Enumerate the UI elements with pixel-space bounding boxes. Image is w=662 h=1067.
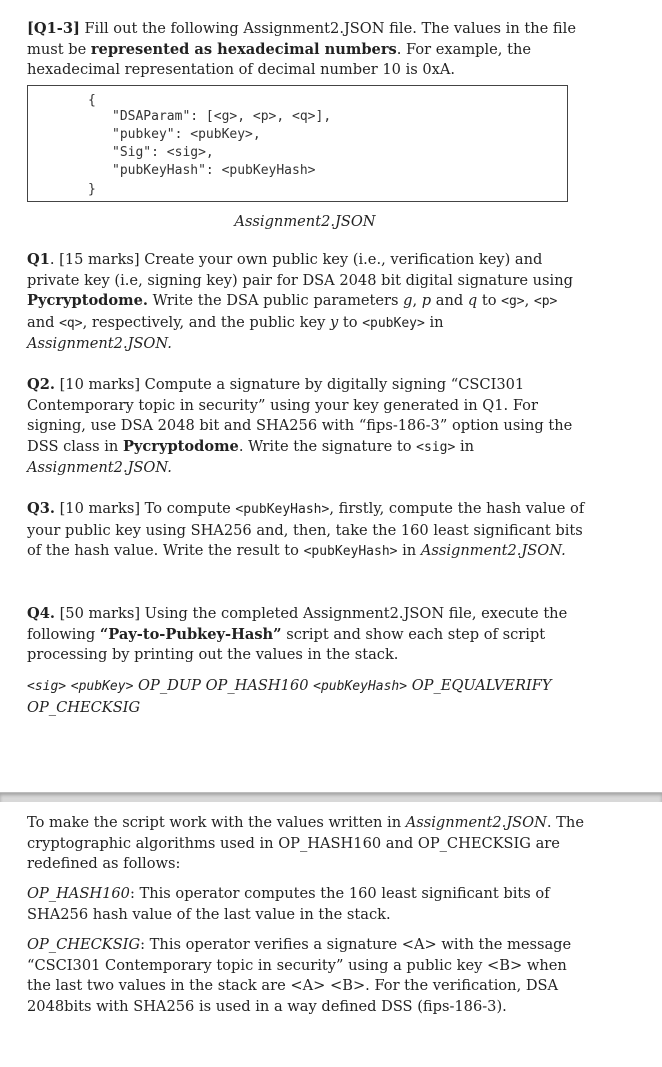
json-template-box [27, 85, 568, 202]
p2pkh-script: <sig> <pubKey> OP_DUP OP_HASH160 <pubKeyHash> OP_EQUALVERIFY OP_CHECKSIG [27, 677, 552, 716]
op-checksig-definition: OP_CHECKSIG: This operator verifies a signature <A> with the message “CSCI301 Contemporary topic in security” using a public key <B> when the last two values in the stack are <A> <B>. For the verification, DSA 2048bits with SHA256 is used in a way defined DSS (fips-186-3). [27, 936, 572, 1015]
json-line-pubkeyhash: "pubKeyHash": <pubKeyHash> [112, 163, 316, 178]
json-lines [112, 108, 331, 180]
json-caption: Assignment2.JSON [234, 213, 376, 230]
json-line-sig: "Sig": <sig>, [112, 145, 214, 160]
q1-3-paragraph: [Q1-3] Fill out the following Assignment2.JSON file. The values in the file must be represented as hexadecimal numbers. For example, the hexadecimal representation of decimal number 10 is 0xA. [27, 20, 576, 78]
q4-paragraph: Q4. [50 marks] Using the completed Assignment2.JSON file, execute the following “Pay-to-Pubkey-Hash” script and show each step of script processing by printing out the values in the stack. [27, 605, 568, 663]
op-hash160-definition: OP_HASH160: This operator computes the 160 least significant bits of SHA256 hash value of the last value in the stack. [27, 885, 550, 923]
json-close-brace: } [88, 182, 96, 197]
json-open-brace: { [88, 93, 96, 108]
json-line-dsaparam: "DSAParam": [<g>, <p>, <q>], [112, 109, 332, 124]
q2-paragraph: Q2. [10 marks] Compute a signature by digitally signing “CSCI301 Contemporary topic in security” using your key generated in Q1. For signing, use DSA 2048 bit and SHA256 with “fips-186-3” option using the DSS class in Pycryptodome. Write the signature to <sig> in Assignment2.JSON. [27, 376, 573, 476]
q3-paragraph: Q3. [10 marks] To compute <pubKeyHash>, firstly, compute the hash value of your public key using SHA256 and, then, take the 160 least significant bits of the hash value. Write the result to <pubKeyHash> in Assignment2.JSON. [27, 500, 585, 559]
json-line-pubkey: "pubkey": <pubKey>, [112, 127, 261, 142]
redefinition-intro: To make the script work with the values written in Assignment2.JSON. The cryptographic algorithms used in OP_HASH160 and OP_CHECKSIG are redefined as follows: [27, 814, 584, 872]
q1-paragraph: Q1. [15 marks] Create your own public key (i.e., verification key) and private key (i.e, signing key) pair for DSA 2048 bit digital signature using Pycryptodome. Write the DSA public parameters g, p and q to <g>, <p> and <q>, respectively, and the public key y to <pubKey> in Assignment2.JSON. [27, 251, 573, 352]
q1-3-tag: [Q1-3] [27, 20, 80, 37]
